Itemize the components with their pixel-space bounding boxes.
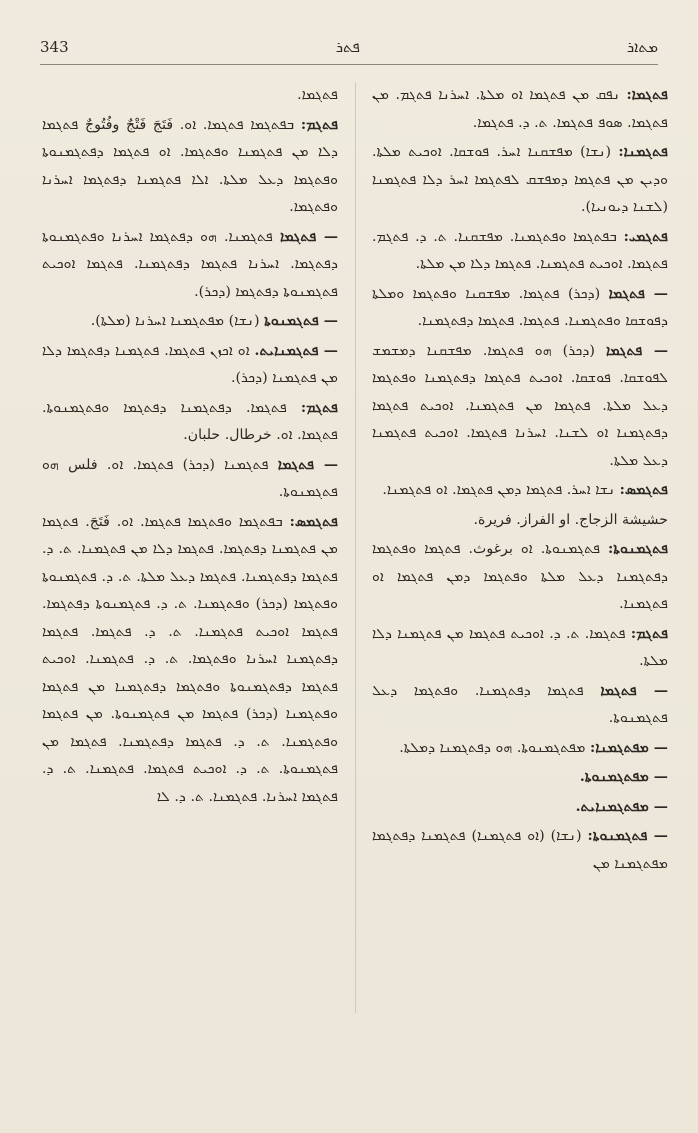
dictionary-entry [42, 509, 338, 812]
entry-lemma: ܦܬܓܡܢܐ: [618, 144, 668, 160]
entry-lemma: ܦܬܓܡܢܘܬܐ: [608, 541, 668, 557]
entry-lemma: — ܡܦܬܓܡܢܐܝܬ. [575, 798, 668, 815]
dictionary-entry [372, 678, 668, 733]
dictionary-entry [42, 308, 338, 336]
entry-lemma: — ܡܦܬܓܡܢܘܬܐ. [579, 769, 668, 785]
dictionary-entry [372, 477, 668, 505]
entry-text: ܦܬܓܡܢܐ. ܗܘ ܕܦܬܓܡܐ ܐܚܪܢܐ ܘܦܬܓܡܢܘܬܐ ܕܦܬܓܡܐ. ܐܚܪܢܐ ܦܬܓܡܐ ܕܦܬܓܡܢܐ. ܦܬܓܡܐ ܐܘܟܝܬ ܦܬܓܡܢܘܬܐ ܕܦܬܓܡܐ (ܕܟܪ). [42, 228, 338, 300]
page-number: 343 [40, 38, 69, 56]
entry-text: ܒܦܬܓܡܐ ܦܬܓܡܐ. ܐܘ. فَتَجَ فَتْجٌ وفُتُوجٌ ܦܬܓܡܐ ܕܠܐ ܡܢ ܦܬܓܡܢܐ ܘܦܬܓܡܐ. ܐܘ ܦܬܓܡܐ ܕܦܬܓܡܢܘܬܐ ܘܦܬܓܡܐ ܕܥܠ ܡܠܬܐ. ܐܠܐ ܦܬܓܡܢܐ ܕܦܬܓܡܐ ܐܚܪܢܐ ܘܦܬܓܡܐ. [42, 116, 338, 215]
dictionary-entry [372, 621, 668, 676]
entry-text: ܦܬܓܡܐ. ܬ. ܕ. ܐܘܟܝܬ ܦܬܓܡܐ ܡܢ ܦܬܓܡܢܐ ܕܠܐ ܡܠܬܐ. [372, 625, 668, 669]
entry-text: ܦܬܓܡܐ. ܕܦܬܓܡܢܐ ܕܦܬܓܡܐ ܘܦܬܓܡܢܘܬܐ. ܦܬܓܡܐ. ܐܘ. خرطال. حلبان. [42, 399, 338, 443]
dictionary-entry [372, 82, 668, 137]
dictionary-entry [372, 823, 668, 878]
entry-text: (ܕܟܪ) ܦܬܓܡܐ. ܡܦܫܩܢܐ ܘܦܬܓܡܐ ܘܡܠܬܐ ܕܦܘܫܩܐ ܘܦܬܓܡܢܐ. ܦܬܓܡܐ. ܦܬܓܡܐ ܕܦܬܓܡܢܐ. [372, 285, 668, 329]
header-rule [40, 64, 658, 65]
entry-lemma: ܦܬܓܡܐ: [626, 87, 668, 103]
entry-text: ܢܫܐ ܐܚܪ. ܦܬܓܡܐ ܕܡܢ ܦܬܓܡܐ. ܐܘ ܦܬܓܡܢܐ. [382, 482, 616, 498]
entry-text: ܦܬܓܡܢܐ (ܕܟܪ) ܦܬܓܡܐ. ܐܘ. فلس ܗܘ ܦܬܓܡܢܘܬܐ. [42, 456, 338, 500]
dictionary-entry [372, 507, 668, 535]
dictionary-entry [372, 281, 668, 336]
entry-lemma: — ܦܬܓܡܐ [600, 682, 668, 699]
dictionary-entry [42, 112, 338, 222]
entry-lemma: — ܦܬܓܡܐ [605, 342, 668, 359]
entry-text: ܢܦܩ ܡܢ ܦܬܓܡܐ ܐܘ ܡܠܬܐ. ܐܚܪܢܐ ܦܬܓܡ. ܡܢ ܦܬܓܡܐ. ܣܘܦ ܦܬܓܡܐ. ܬ. ܕ. ܦܬܓܡܐ. [372, 87, 668, 131]
entry-text: (ܢܫܐ) ܡܦܫܩܢܐ ܐܚܪ. ܦܘܫܩܐ. ܐܘܟܝܬ ܡܠܬܐ. ܘܕܝܢ ܡܢ ܦܬܓܡܐ ܕܡܦܫܩ ܠܦܬܓܡܐ ܐܚܪ ܕܠܐ ܦܬܓܡܢܐ (ܠܫܢܐ ܕܝܘܢܝܐ). [372, 144, 668, 215]
entry-text: ܡܦܬܓܡܢܘܬܐ. ܗܘ ܕܦܬܓܡܢܐ ܕܡܠܬܐ. [399, 739, 586, 756]
right-column [372, 82, 668, 1013]
entry-text: ܦܬܓܡܢܘܬܐ. ܐܘ برغوث. ܦܬܓܡܐ ܘܦܬܓܡܐ ܕܦܬܓܡܢܐ ܕܥܠ ܡܠܬܐ ܘܦܬܓܡܐ ܕܡܢ ܦܬܓܡܐ ܐܘ ܦܬܓܡܢܐ. [372, 541, 668, 612]
dictionary-entry [42, 82, 338, 110]
center-running-head: ܦܬܪ [335, 38, 360, 56]
dictionary-entry [372, 764, 668, 792]
dictionary-entry [372, 794, 668, 822]
entry-lemma: — ܦܬܓܡܢܘܬܐ [264, 313, 338, 329]
column-divider [355, 82, 356, 1013]
entry-lemma: — ܦܬܓܡܢܘܬܐ: [587, 828, 668, 844]
entry-text: ܦܬܓܡܐ ܕܦܬܓܡܢܐ. ܘܦܬܓܡܐ ܕܥܠ ܦܬܓܡܢܘܬܐ. [372, 682, 668, 726]
entry-lemma: — ܦܬܓܡܐ [277, 456, 338, 473]
entry-lemma: ܦܬܓܡܝ: [623, 228, 668, 245]
entry-text: ܦܬܓܡܐ. [297, 87, 338, 103]
entry-text: ܒܦܬܓܡܐ ܘܦܬܓܡܢܐ. ܡܦܫܩܢܐ. ܬ. ܕ. ܦܬܓܡ. ܦܬܓܡܐ. ܐܘܟܝܬ ܦܬܓܡܢܐ. ܦܬܓܡܐ ܕܠܐ ܡܢ ܡܠܬܐ. [372, 228, 668, 272]
entry-text: ܐܘ ܐܟܙܢ ܦܬܓܡܐ. ܦܬܓܡܢܐ ܕܦܬܓܡܐ ܕܠܐ ܡܢ ܦܬܓܡܢܐ (ܕܟܪ). [42, 342, 338, 386]
entry-lemma: — ܦܬܓܡܐ [608, 285, 668, 302]
dictionary-entry [42, 338, 338, 393]
entry-lemma: ܦܬܓܡ: [300, 116, 338, 133]
dictionary-entry [42, 224, 338, 307]
entry-lemma: ܦܬܓܡܣ: [289, 513, 338, 530]
entry-text: ܒܦܬܓܡܐ ܘܦܬܓܡܐ ܦܬܓܡܐ. ܐܘ. فَتَجَ. ܦܬܓܡܐ ܡܢ ܦܬܓܡܢܐ ܕܦܬܓܡܐ. ܦܬܓܡܐ ܕܠܐ ܡܢ ܦܬܓܡܢܐ. ܬ. ܕ. ܦܬܓܡܐ ܕܦܬܓܡܢܐ. ܦܬܓܡܐ ܕܥܠ ܡܠܬܐ. ܬ. ܕ. ܦܬܓܡܢܘܬܐ ܘܦܬܓܡܐ (ܕܟܪ) ܘܦܬܓܡܢܐ. ܬ. ܕ. ܦܬܓܡܢܘܬܐ ܕܦܬܓܡܐ. ܦܬܓܡܐ ܐܘܟܝܬ ܦܬܓܡܢܐ. ܬ. ܕ. ܦܬܓܡܐ. ܦܬܓܡܐ ܕܦܬܓܡܢܐ ܐܚܪܢܐ ܘܦܬܓܡܐ. ܬ. ܕ. ܦܬܓܡܢܐ. ܐܘܟܝܬ ܦܬܓܡܐ ܕܦܬܓܡܢܘܬܐ ܘܦܬܓܡܐ ܕܦܬܓܡܢܐ ܡܢ ܦܬܓܡܐ ܘܦܬܓܡܢܐ (ܕܟܪ) ܦܬܓܡܐ ܡܢ ܦܬܓܡܢܘܬܐ. ܡܢ ܦܬܓܡܐ ܘܦܬܓܡܢܐ. ܬ. ܕ. ܦܬܓܡܐ ܕܦܬܓܡܢܐ. ܦܬܓܡܐ ܡܢ ܦܬܓܡܢܘܬܐ. ܬ. ܕ. ܐܘܟܝܬ ܦܬܓܡܐ. ܦܬܓܡܢܐ. ܬ. ܕ. ܦܬܓܡܐ ܐܚܪܢܐ. ܦܬܓܡܢܐ. ܬ. ܕ. ܠܐ [42, 513, 338, 805]
left-running-head: ܡܬܐܪ [626, 38, 658, 56]
dictionary-entry [372, 338, 668, 476]
entry-text: (ܢܫܐ) (ܐܘ ܦܬܓܡܢܐ) ܦܬܓܡܢܐ ܕܦܬܓܡܐ ܡܦܬܓܡܢܐ ܡܢ [372, 828, 668, 872]
entry-lemma: ܦܬܓܡ: [630, 625, 668, 642]
entry-text: (ܢܫܐ) ܡܦܬܓܡܢܐ ܐܚܪܢܐ (ܡܠܬܐ). [90, 313, 260, 329]
entry-lemma: ܦܬܓܡܣ: [619, 482, 668, 498]
left-column [42, 82, 338, 1013]
dictionary-entry [372, 735, 668, 763]
entry-lemma: — ܦܬܓܡܐ [279, 228, 338, 245]
entry-lemma: — ܦܬܓܡܢܐܝܬ. [254, 342, 338, 359]
dictionary-entry [372, 139, 668, 222]
entry-lemma: — ܡܦܬܓܡܢܐ: [589, 739, 668, 756]
dictionary-entry [372, 536, 668, 619]
entry-lemma: ܦܬܓܡ: [300, 399, 338, 416]
page-header [40, 34, 658, 60]
dictionary-entry [42, 395, 338, 450]
entry-text: حشيشة الزجاج. او الفراز. فريرة. [473, 511, 668, 528]
dictionary-entry [42, 452, 338, 507]
dictionary-entry [372, 224, 668, 279]
entry-text: (ܕܟܪ) ܗܘ ܦܬܓܡܐ. ܡܦܫܩܢܐ ܕܡܫܡܫ ܠܦܘܫܩܐ. ܦܘܫܩܐ. ܐܘܟܝܬ ܦܬܓܡܐ ܕܦܬܓܡܢܐ ܘܦܬܓܡܐ ܕܥܠ ܡܠܬܐ. ܦܬܓܡܐ ܡܢ ܦܬܓܡܢܐ. ܐܘܟܝܬ ܦܬܓܡܐ ܕܦܬܓܡܢܐ ܐܘ ܠܫܢܐ. ܐܚܪܢܐ ܦܬܓܡܐ. ܐܘܟܝܬ ܦܬܓܡܢܐ ܕܥܠ ܡܠܬܐ. [372, 342, 668, 469]
